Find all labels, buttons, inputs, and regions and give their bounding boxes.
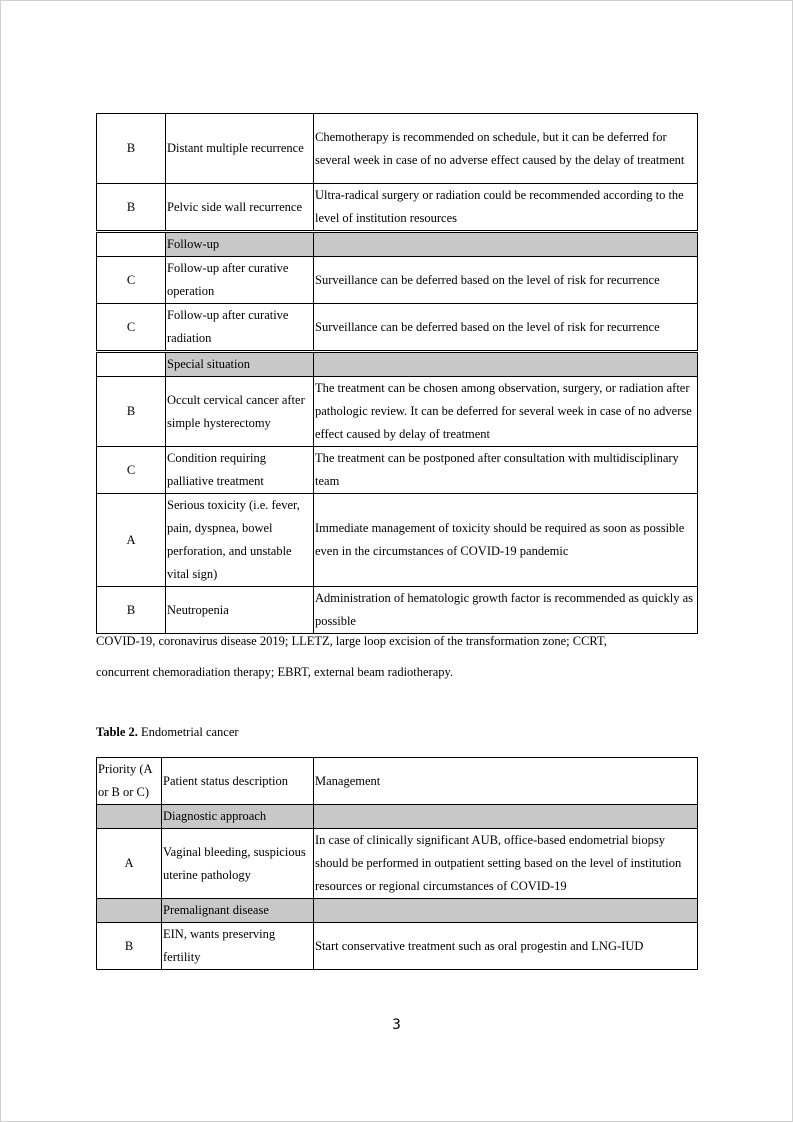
description-cell: Distant multiple recurrence [166, 114, 314, 184]
table-row [97, 114, 698, 184]
table-2 [96, 757, 698, 970]
management-cell: Chemotherapy is recommended on schedule, but it can be deferred for several week in case of no adverse effect caused by the delay of treatment [314, 114, 698, 184]
description-cell: Condition requiring palliative treatment [166, 447, 314, 494]
description-cell: Serious toxicity (i.e. fever, pain, dyspnea, bowel perforation, and unstable vital sign) [166, 494, 314, 587]
section-label: Special situation [166, 352, 314, 377]
description-cell: Occult cervical cancer after simple hysterectomy [166, 377, 314, 447]
section-label: Diagnostic approach [162, 805, 314, 829]
header-priority: Priority (A or B or C) [97, 758, 162, 805]
table-header-row [97, 758, 698, 805]
header-description: Patient status description [162, 758, 314, 805]
table-row [97, 184, 698, 232]
table-row [97, 494, 698, 587]
page-number: 3 [392, 1017, 401, 1033]
priority-cell: C [97, 304, 166, 352]
priority-cell: B [97, 587, 166, 634]
caption-text: Endometrial cancer [137, 725, 239, 739]
description-cell: Follow-up after curative operation [166, 257, 314, 304]
priority-cell: B [97, 184, 166, 232]
table-footnote: COVID-19, coronavirus disease 2019; LLETZ, large loop excision of the transformation zone; CCRT, [96, 634, 607, 648]
management-cell: Ultra-radical surgery or radiation could be recommended according to the level of institution resources [314, 184, 698, 232]
management-cell: Surveillance can be deferred based on the level of risk for recurrence [314, 257, 698, 304]
priority-cell: C [97, 447, 166, 494]
table-row [97, 304, 698, 352]
description-cell: Neutropenia [166, 587, 314, 634]
description-cell: Vaginal bleeding, suspicious uterine pathology [162, 829, 314, 899]
table-row [97, 923, 698, 970]
management-cell: The treatment can be chosen among observation, surgery, or radiation after pathologic review. It can be deferred for several week in case of no adverse effect caused by delay of treatment [314, 377, 698, 447]
table-row [97, 447, 698, 494]
table-row [97, 829, 698, 899]
table-row [97, 257, 698, 304]
management-cell: Surveillance can be deferred based on the level of risk for recurrence [314, 304, 698, 352]
description-cell: Pelvic side wall recurrence [166, 184, 314, 232]
priority-cell: C [97, 257, 166, 304]
section-label: Follow-up [166, 232, 314, 257]
table-footnote: concurrent chemoradiation therapy; EBRT, external beam radiotherapy. [96, 665, 454, 679]
priority-cell: B [97, 377, 166, 447]
management-cell: Start conservative treatment such as oral progestin and LNG-IUD [314, 923, 698, 970]
table-1-continued [96, 113, 698, 634]
section-label: Premalignant disease [162, 899, 314, 923]
management-cell: In case of clinically significant AUB, office-based endometrial biopsy should be performed in outpatient setting based on the level of institution resources or regional circumstances of COVID-19 [314, 829, 698, 899]
caption-label: Table 2. [96, 725, 138, 739]
header-management: Management [314, 758, 698, 805]
section-row [97, 805, 698, 829]
table-2-caption [96, 725, 239, 740]
priority-cell: B [97, 114, 166, 184]
management-cell: Administration of hematologic growth factor is recommended as quickly as possible [314, 587, 698, 634]
management-cell: Immediate management of toxicity should be required as soon as possible even in the circumstances of COVID-19 pandemic [314, 494, 698, 587]
priority-cell: B [97, 923, 162, 970]
priority-cell: A [97, 829, 162, 899]
description-cell: Follow-up after curative radiation [166, 304, 314, 352]
description-cell: EIN, wants preserving fertility [162, 923, 314, 970]
table-row [97, 587, 698, 634]
section-row [97, 232, 698, 257]
management-cell: The treatment can be postponed after consultation with multidisciplinary team [314, 447, 698, 494]
section-row [97, 352, 698, 377]
priority-cell: A [97, 494, 166, 587]
table-row [97, 377, 698, 447]
section-row [97, 899, 698, 923]
